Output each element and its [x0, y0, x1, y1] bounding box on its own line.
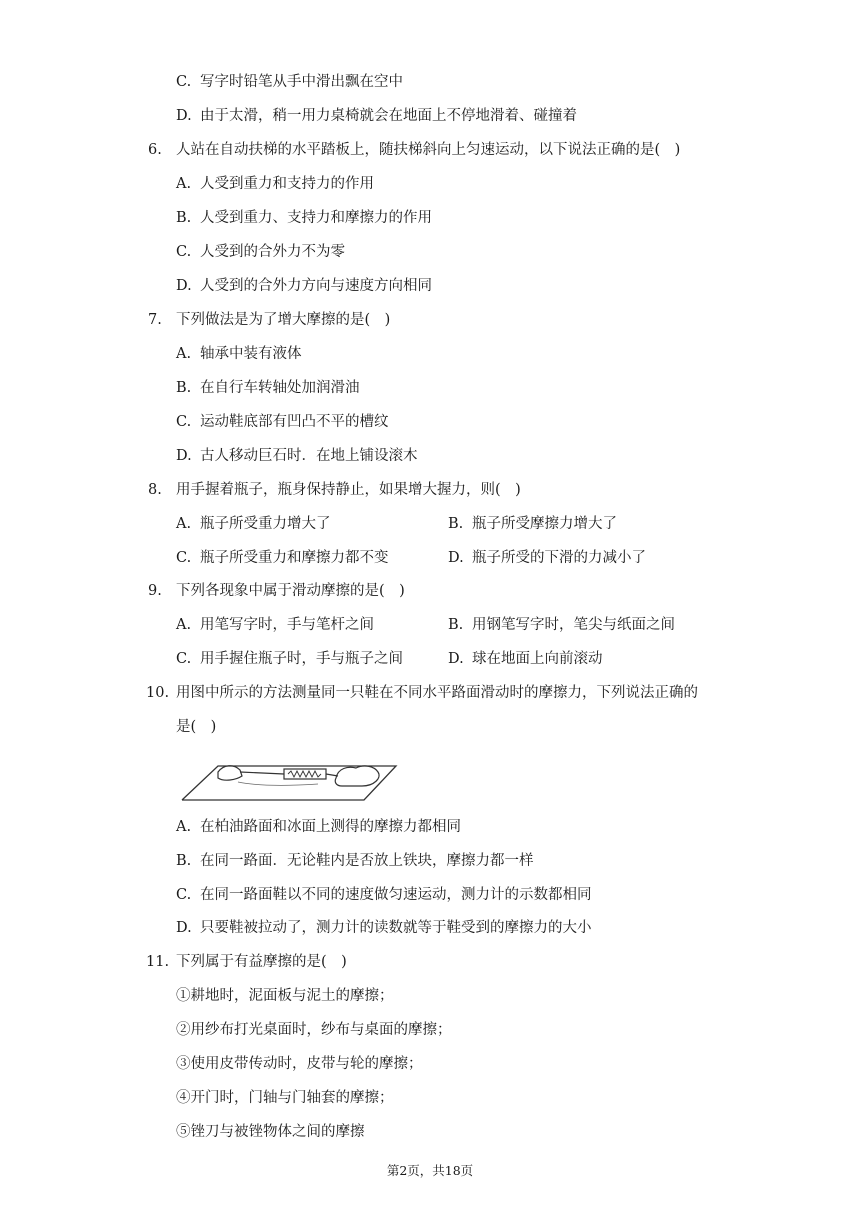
q7-option-b: B. 在自行车转轴处加润滑油	[176, 380, 360, 396]
q11-item-5: ⑤锉刀与被锉物体之间的摩擦	[176, 1124, 365, 1140]
q9-option-c: C. 用手握住瓶子时，手与瓶子之间	[176, 651, 403, 667]
q7-number: 7.	[148, 312, 162, 328]
q10-number: 10.	[146, 685, 170, 701]
q9-number: 9.	[148, 583, 162, 599]
q10-option-b: B. 在同一路面．无论鞋内是否放上铁块，摩擦力都一样	[176, 853, 534, 869]
surface-plane	[182, 766, 396, 800]
spring-coil	[288, 771, 321, 777]
q8-option-b: B. 瓶子所受摩擦力增大了	[448, 516, 617, 532]
q9-option-b: B. 用钢笔写字时，笔尖与纸面之间	[448, 617, 675, 633]
q8-number: 8.	[148, 482, 162, 498]
q6-number: 6.	[148, 142, 162, 158]
q11-item-4: ④开门时，门轴与门轴套的摩擦；	[176, 1090, 394, 1106]
shoe-shape	[335, 766, 379, 786]
q9-option-a: A. 用笔写字时，手与笔杆之间	[176, 617, 374, 633]
q8-option-d: D. 瓶子所受的下滑的力减小了	[448, 550, 646, 566]
q10-option-d: D. 只要鞋被拉动了，测力计的读数就等于鞋受到的摩擦力的大小	[176, 920, 592, 936]
q10-option-c: C. 在同一路面鞋以不同的速度做匀速运动，测力计的示数都相同	[176, 887, 592, 903]
q7-option-c: C. 运动鞋底部有凹凸不平的槽纹	[176, 414, 389, 430]
q10-stem-line2: 是( )	[176, 719, 217, 735]
q7-stem: 下列做法是为了增大摩擦的是( )	[176, 312, 391, 328]
q6-option-c: C. 人受到的合外力不为零	[176, 244, 345, 260]
q5-option-d: D. 由于太滑，稍一用力桌椅就会在地面上不停地滑着、碰撞着	[176, 108, 577, 124]
q5-option-c: C. 写字时铅笔从手中滑出飘在空中	[176, 74, 403, 90]
q10-option-a: A. 在柏油路面和冰面上测得的摩擦力都相同	[176, 819, 461, 835]
shoe-friction-figure	[178, 756, 402, 806]
q11-item-2: ②用纱布打光桌面时，纱布与桌面的摩擦；	[176, 1022, 452, 1038]
q6-option-d: D. 人受到的合外力方向与速度方向相同	[176, 278, 432, 294]
q10-stem-line1: 用图中所示的方法测量同一只鞋在不同水平路面滑动时的摩擦力，下列说法正确的	[176, 685, 698, 701]
q11-stem: 下列属于有益摩擦的是( )	[176, 954, 347, 970]
q8-stem: 用手握着瓶子，瓶身保持静止，如果增大握力，则( )	[176, 482, 521, 498]
q7-option-d: D. 古人移动巨石时．在地上铺设滚木	[176, 448, 418, 464]
hand-shape	[218, 766, 242, 780]
q8-option-a: A. 瓶子所受重力增大了	[176, 516, 331, 532]
q6-option-b: B. 人受到重力、支持力和摩擦力的作用	[176, 210, 432, 226]
q8-option-c: C. 瓶子所受重力和摩擦力都不变	[176, 550, 389, 566]
q9-stem: 下列各现象中属于滑动摩擦的是( )	[176, 583, 405, 599]
q11-item-1: ①耕地时，泥面板与泥土的摩擦；	[176, 988, 394, 1004]
q11-number: 11.	[146, 954, 170, 970]
q11-item-3: ③使用皮带传动时，皮带与轮的摩擦；	[176, 1056, 423, 1072]
hook-line	[240, 772, 284, 774]
q6-option-a: A. 人受到重力和支持力的作用	[176, 176, 374, 192]
q7-option-a: A. 轴承中装有液体	[176, 346, 302, 362]
page-footer: 第2页，共18页	[386, 1163, 474, 1178]
q6-stem: 人站在自动扶梯的水平踏板上，随扶梯斜向上匀速运动，以下说法正确的是( )	[176, 142, 681, 158]
shadow-line	[238, 782, 318, 785]
q9-option-d: D. 球在地面上向前滚动	[448, 651, 603, 667]
